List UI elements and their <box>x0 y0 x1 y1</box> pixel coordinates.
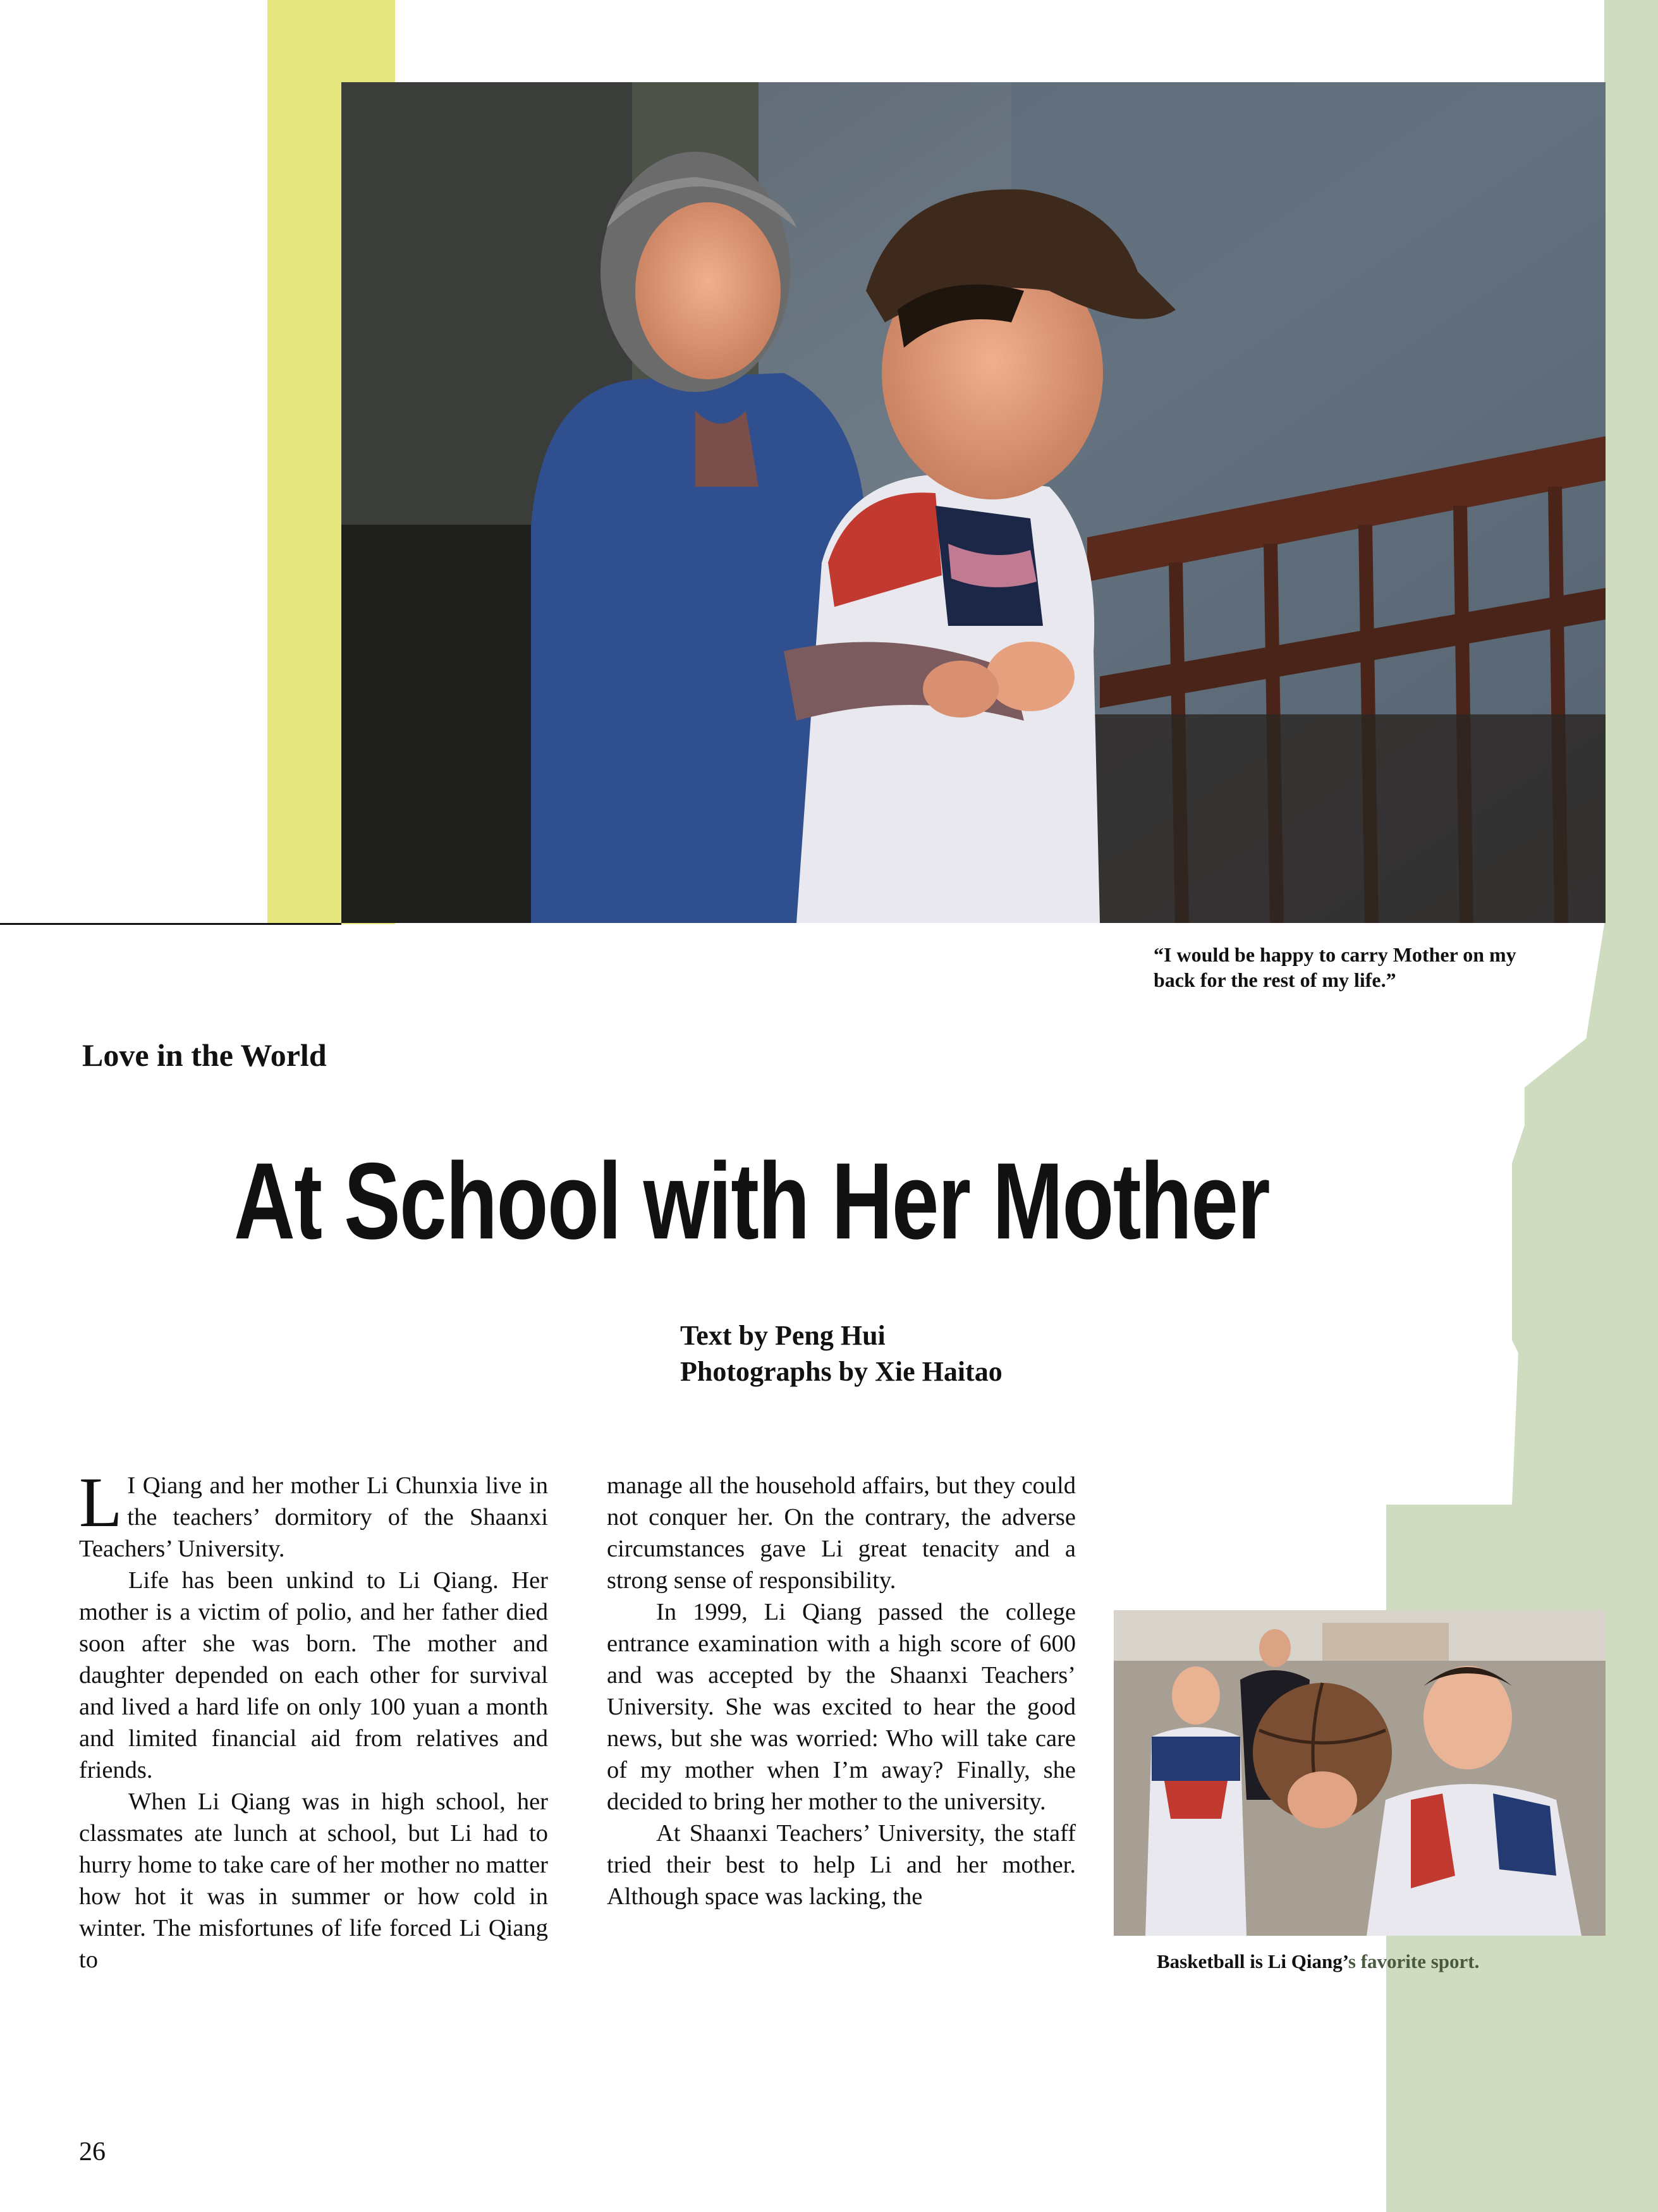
page-number: 26 <box>79 2137 106 2166</box>
main-photo <box>341 82 1606 923</box>
article-paragraph: At Shaanxi Teachers’ University, the staff tried their best to help Li and her mother. Although space was lacking, the <box>607 1820 1076 1910</box>
basketball-photo <box>1114 1610 1606 1936</box>
text-credit: Text by Peng Hui <box>680 1320 886 1351</box>
article-paragraph <box>79 1463 548 1565</box>
article-paragraph: Life has been unkind to Li Qiang. Her mother is a victim of polio, and her father died soon after she was born. The mother and daughter depended on each other for survival and lived a hard life on only 100 yuan a month and limited financial aid from relatives and friends. <box>79 1567 548 1783</box>
photo-credit: Photographs by Xie Haitao <box>680 1356 1003 1387</box>
basketball-photo-caption <box>1157 1949 1549 1974</box>
article-paragraph: In 1999, Li Qiang passed the college entrance examination with a high score of 600 and was accepted by the Shaanxi Teachers’ University. She was excited to hear the good news, but she was worried: Who will take care of my mother when I’m away? Finally, she decided to bring her mother to the university. <box>607 1599 1076 1815</box>
section-label: Love in the World <box>82 1037 327 1073</box>
article-paragraph: When Li Qiang was in high school, her classmates ate lunch at school, but Li had to hurry home to take care of her mother no matter how hot it was in summer or how cold in winter. The misfortunes of life forced Li Qiang to <box>79 1788 548 1973</box>
drop-cap: L <box>79 1463 123 1542</box>
article-column-2 <box>607 1470 1076 1912</box>
article-title: At School with Her Mother <box>234 1140 1269 1262</box>
article-paragraph: manage all the household affairs, but they could not conquer her. On the contrary, the adverse circumstances gave Li great tenacity and a strong sense of responsibility. <box>607 1472 1076 1594</box>
caption-text-part-1: Basketball is Li Qiang’ <box>1157 1950 1348 1972</box>
article-column-1 <box>79 1463 548 1976</box>
photo-basketball-icon <box>1114 1610 1606 1936</box>
main-photo-caption: “I would be happy to carry Mother on my back for the rest of my life.” <box>1154 943 1516 991</box>
horizontal-rule <box>0 923 341 925</box>
paragraph-text: I Qiang and her mother Li Chunxia live in the teachers’ dormitory of the Shaanxi Teachers’ University. <box>79 1472 548 1562</box>
photo-woman-carrying-mother-on-stairs-icon <box>341 82 1606 923</box>
caption-text-part-2: s favorite sport. <box>1348 1950 1480 1972</box>
